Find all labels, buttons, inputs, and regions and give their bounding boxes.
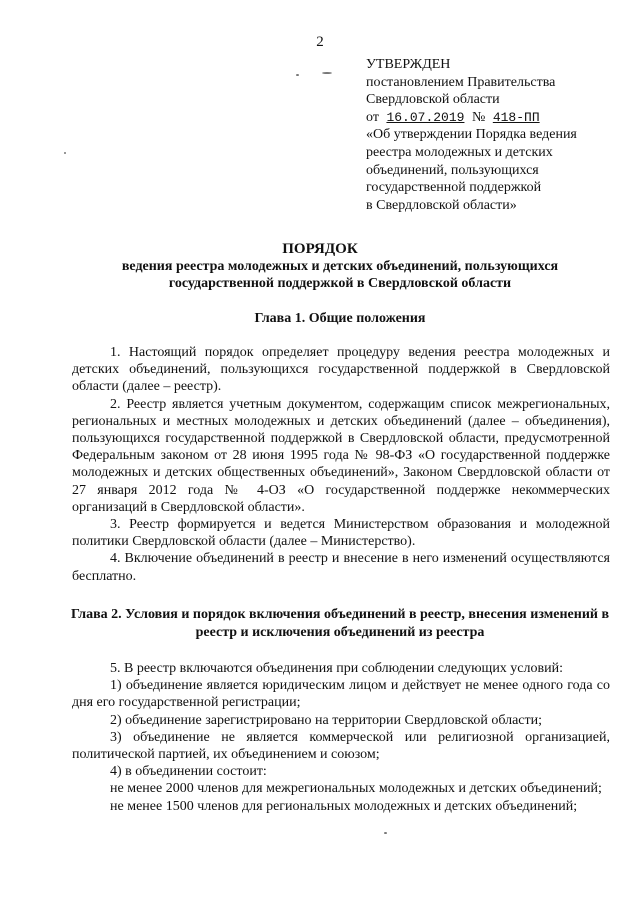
paragraph: 1) объединение является юридическим лицом и действует не менее одного года со дня его государственной регистрации; <box>72 678 610 711</box>
approval-date: 16.07.2019 <box>386 109 465 125</box>
paragraph: не менее 2000 членов для межрегиональных молодежных и детских объединений; <box>110 781 602 797</box>
approval-line-1: УТВЕРЖДЕН <box>366 57 451 72</box>
chapter-1-heading: Глава 1. Общие положения <box>254 311 426 326</box>
paragraph: 4. Включение объединений в реестр и внесение в него изменений осуществляются бесплатно. <box>72 551 610 584</box>
paragraph: 3. Реестр формируется и ведется Министерством образования и молодежной политики Свердловской области (далее – Министерство). <box>72 517 610 550</box>
paragraph: 1. Настоящий порядок определяет процедуру ведения реестра молодежных и детских объединений, пользующихся государственной поддержкой в Свердловской области (далее – реестр). <box>72 345 610 395</box>
paragraph: 4) в объединении состоит: <box>110 764 267 780</box>
approval-line-6: реестра молодежных и детских <box>366 144 553 160</box>
number-prefix: № <box>471 109 486 125</box>
approval-stamp <box>366 56 616 214</box>
scan-speck <box>384 832 387 834</box>
paragraph: не менее 1500 членов для региональных молодежных и детских объединений; <box>110 798 578 814</box>
approval-line-5: «Об утверждении Порядка ведения <box>366 127 577 143</box>
approval-number: 418-ПП <box>492 109 540 125</box>
paragraph: 3) объединение не является коммерческой или религиозной организацией, политической партией, их объединением и союзом; <box>72 729 610 763</box>
chapter-1-body <box>72 344 610 585</box>
scan-speck <box>64 152 66 154</box>
approval-date-line <box>366 109 616 127</box>
approval-line-9: в Свердловской области» <box>366 197 517 213</box>
paragraph: 5. В реестр включаются объединения при соблюдении следующих условий: <box>110 661 563 676</box>
page-number: 2 <box>316 34 324 50</box>
scan-speck <box>322 72 332 74</box>
chapter-2-body <box>72 660 610 815</box>
paragraph: 2) объединение зарегистрировано на территории Свердловской области; <box>110 712 543 728</box>
scan-speck <box>296 74 299 76</box>
chapter-2-heading: Глава 2. Условия и порядок включения объединений в реестр, внесения изменений в реестр и исключения объединений из реестра <box>70 607 610 640</box>
paragraph: 2. Реестр является учетным документом, содержащим список межрегиональных, региональных и местных молодежных и детских объединений (далее – объединения), пользующихся государственной поддержкой в Свердловской области, предусмотренной Федеральным законом от 28 июня 1995 года № 98-ФЗ «О государственной поддержке молодежных и детских общественных объединений», Законом Свердловской области от 27 января 2012 года № 4-ОЗ «О государственной поддержке некоммерческих организаций в Свердловской области». <box>72 396 610 515</box>
approval-line-7: объединений, пользующихся <box>366 162 539 178</box>
approval-line-2: постановлением Правительства <box>366 74 556 90</box>
approval-line-8: государственной поддержкой <box>366 180 542 196</box>
document-title: ПОРЯДОК <box>282 241 358 257</box>
approval-line-3: Свердловской области <box>366 92 500 108</box>
document-subtitle: ведения реестра молодежных и детских объединений, пользующихся государственной поддержкой в Свердловской области <box>121 259 559 291</box>
date-prefix: от <box>366 109 379 125</box>
